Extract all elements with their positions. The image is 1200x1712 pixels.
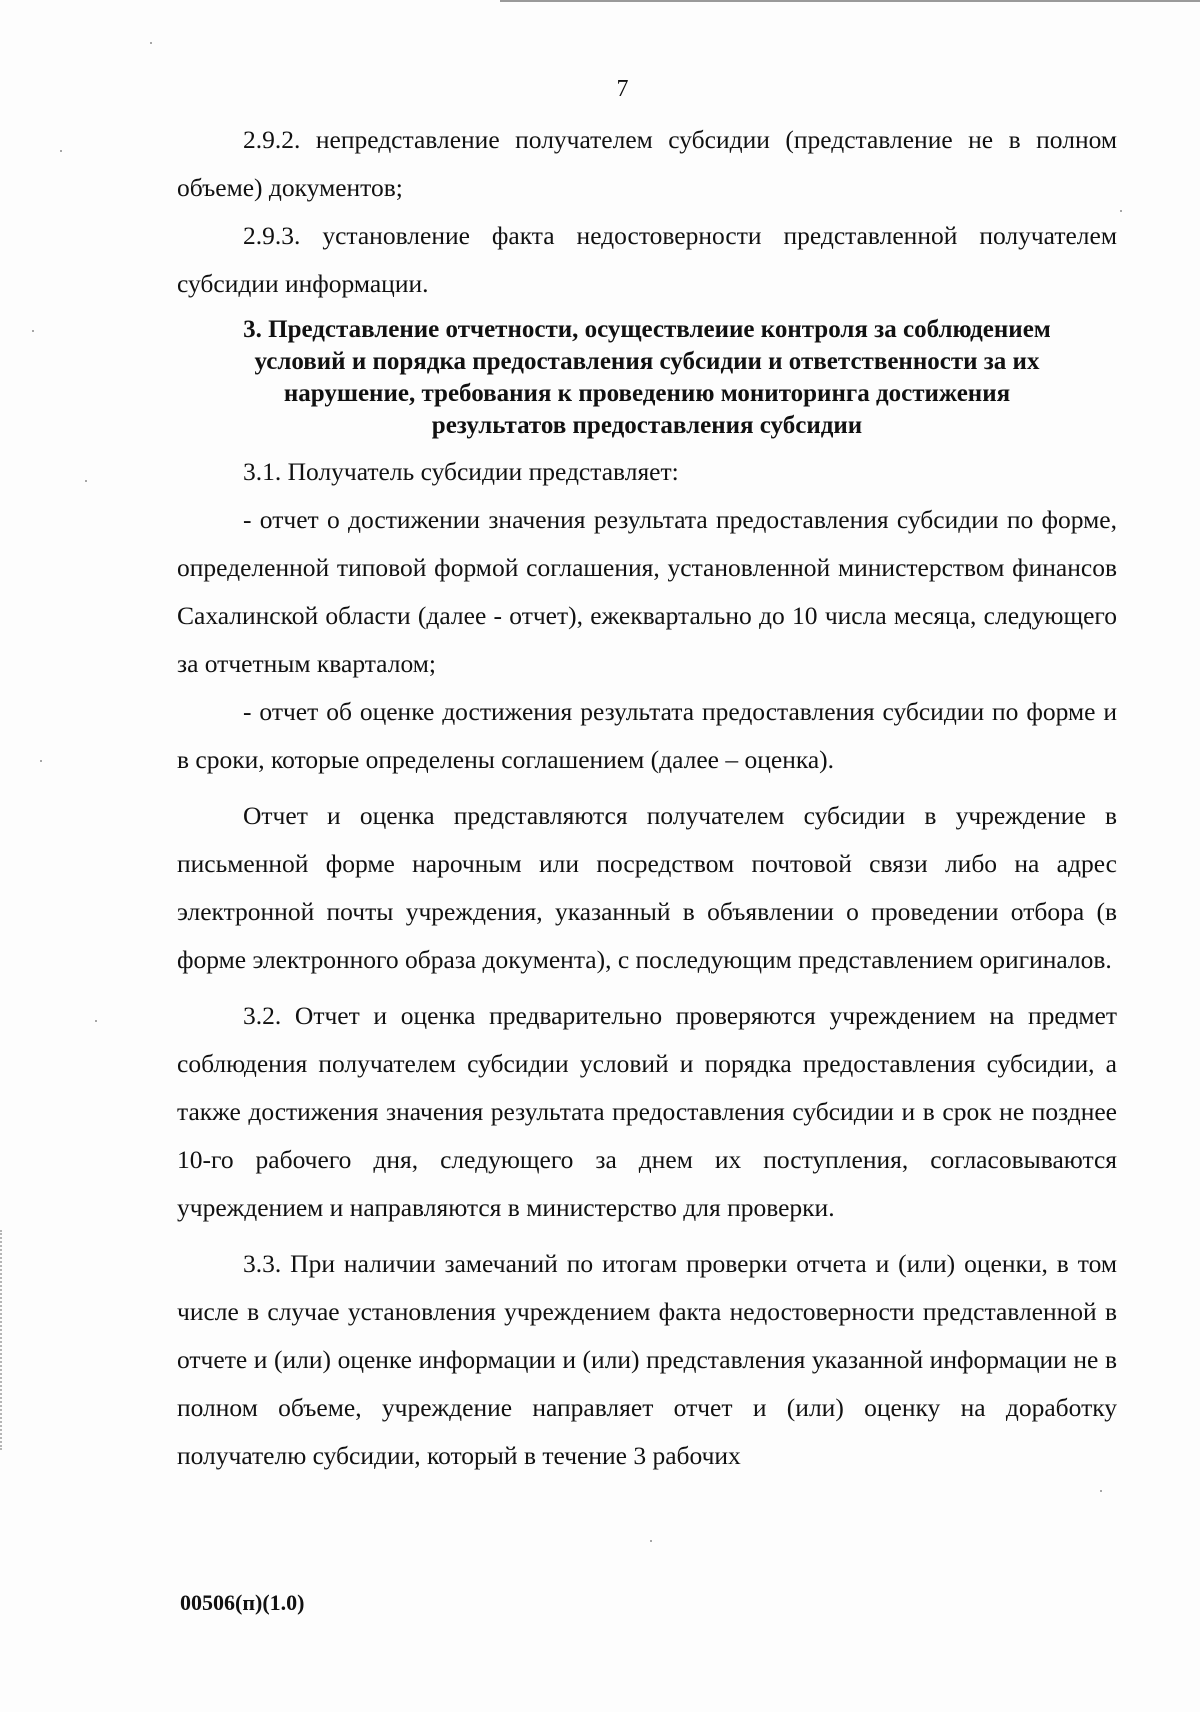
paragraph-3-1: 3.1. Получатель субсидии представляет:	[243, 457, 679, 486]
scan-speck	[85, 480, 87, 482]
paragraph-gap	[177, 984, 1117, 992]
scan-top-edge	[500, 0, 1200, 2]
scan-speck	[1100, 1490, 1102, 1492]
scan-speck	[95, 1020, 97, 1022]
heading-line: условий и порядка предоставления субсидии и ответственности за их	[254, 348, 1040, 375]
paragraph-submission: Отчет и оценка представляются получателем субсидии в учреждение в письменной форме нарочным или посредством почтовой связи либо на адрес электронной почты учреждения, указанный в объявлении о проведении отбора (в форме электронного образа документа), с последующим представлением оригиналов.	[177, 801, 1117, 974]
scan-speck	[32, 330, 34, 332]
paragraph-3-3: 3.3. При наличии замечаний по итогам проверки отчета и (или) оценки, в том числе в случае установления учреждением факта недостоверности представленной в отчете и (или) оценке информации и (или) представления указанной информации не в полном объеме, учреждение направляет отчет и (или) оценку на доработку получателю субсидии, который в течение 3 рабочих	[177, 1249, 1117, 1470]
scan-speck	[650, 1540, 652, 1542]
scan-speck	[60, 150, 62, 152]
heading-line: результатов предоставления субсидии	[431, 412, 863, 439]
document-code: 00506(п)(1.0)	[180, 1590, 305, 1615]
paragraph-3-2: 3.2. Отчет и оценка предварительно проверяются учреждением на предмет соблюдения получателем субсидии условий и порядка предоставления субсидии, а также достижения значения результата предоставления субсидии и в срок не позднее 10-го рабочего дня, следующего за днем их поступления, согласовываются учреждением и направляются в министерство для проверки.	[177, 1001, 1117, 1222]
paragraph-report-assessment: - отчет об оценке достижения результата предоставления субсидии по форме и в сроки, которые определены соглашением (далее – оценка).	[177, 697, 1117, 774]
heading-line: нарушение, требования к проведению мониторинга достижения	[283, 380, 1011, 407]
paragraph-2-9-2: 2.9.2. непредставление получателем субсидии (представление не в полном объеме) документов;	[177, 125, 1117, 202]
paragraph-gap	[177, 1232, 1117, 1240]
document-body	[177, 116, 1117, 1480]
section-3-heading	[177, 314, 1117, 442]
scan-speck	[40, 760, 42, 762]
heading-line: 3. Представление отчетности, осуществлеиие контроля за соблюдением	[243, 316, 1051, 343]
scan-speck	[150, 42, 152, 44]
paragraph-2-9-3: 2.9.3. установление факта недостоверности представленной получателем субсидии информации.	[177, 221, 1117, 298]
paragraph-gap	[177, 784, 1117, 792]
scan-speck	[1120, 210, 1122, 212]
scan-left-edge-marks	[0, 1230, 5, 1450]
paragraph-report-achievement: - отчет о достижении значения результата предоставления субсидии по форме, определенной типовой формой соглашения, установленной министерством финансов Сахалинской области (далее - отчет), ежеквартально до 10 числа месяца, следующего за отчетным кварталом;	[177, 505, 1117, 678]
page-number: 7	[616, 76, 629, 102]
